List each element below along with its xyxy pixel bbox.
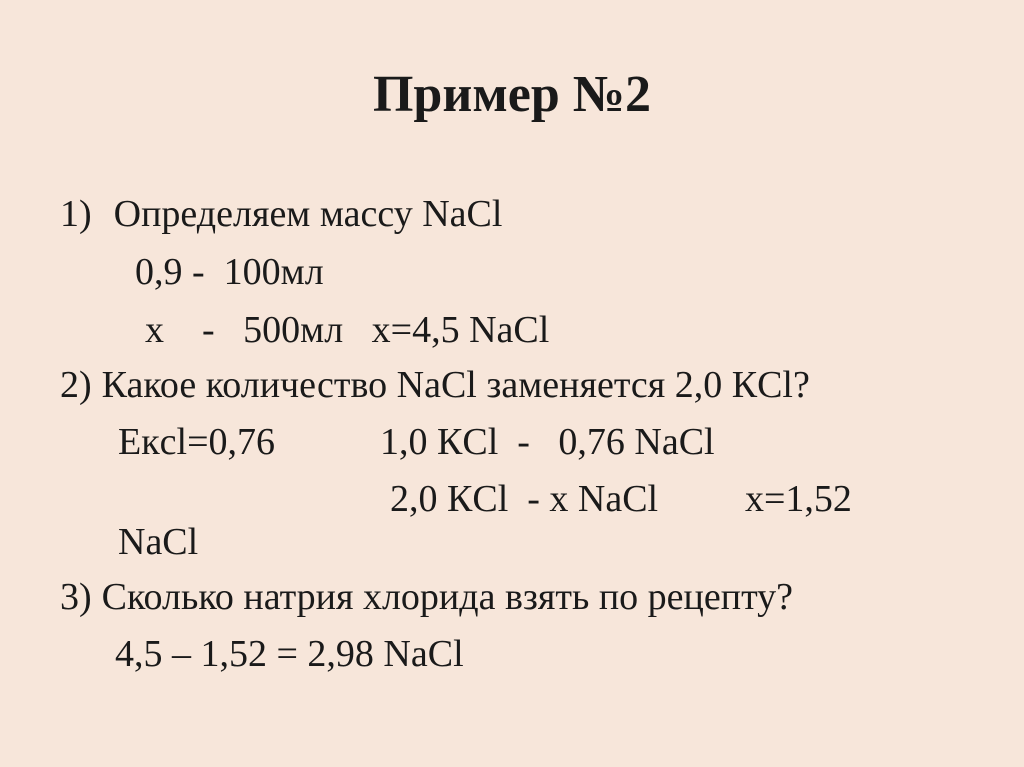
step-3-text: Сколько натрия хлорида взять по рецепту? bbox=[101, 576, 794, 618]
step-3-heading bbox=[60, 573, 793, 621]
step-2-line-3: 2,0 КCl - х NaCl bbox=[390, 478, 659, 520]
slide-title: Пример №2 bbox=[372, 66, 651, 123]
step-3-line-1: 4,5 – 1,52 = 2,98 NaCl bbox=[115, 633, 464, 675]
step-2-text: Какое количество NaCl заменяется 2,0 КCl? bbox=[101, 364, 810, 406]
step-2-line-1: Екcl=0,76 bbox=[118, 421, 276, 463]
step-1-heading bbox=[60, 190, 502, 238]
step-2-heading bbox=[60, 361, 810, 409]
step-2-line-2: 1,0 КCl - 0,76 NaCl bbox=[380, 421, 715, 463]
step-2-line-4: х=1,52 bbox=[745, 478, 852, 520]
step-1-line-2: х - 500мл х=4,5 NaCl bbox=[145, 309, 550, 351]
step-3-number: 3) bbox=[60, 576, 92, 618]
step-1-number: 1) bbox=[60, 193, 92, 235]
step-1-line-1: 0,9 - 100мл bbox=[135, 251, 324, 293]
step-2-line-5: NaCl bbox=[118, 521, 199, 563]
step-1-text: Определяем массу NaCl bbox=[113, 193, 503, 235]
step-2-number: 2) bbox=[60, 364, 92, 406]
